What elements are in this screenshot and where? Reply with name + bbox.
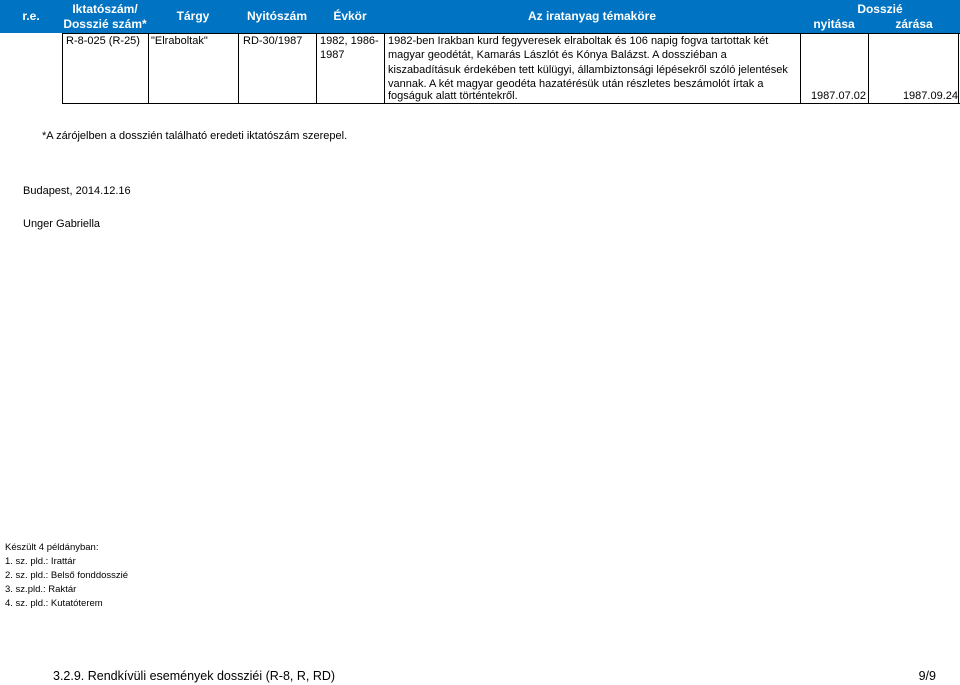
cell-description-line: fogságuk alatt történtekről. — [388, 90, 518, 102]
cell-description-line: kiszabadításuk érdekében tett külügyi, állambiztonsági lépésekről szóló jelentések — [388, 63, 788, 76]
header-nyitoszam: Nyitószám — [246, 9, 308, 23]
cell-evkor-line2: 1987 — [320, 49, 345, 61]
list-item: 2. sz. pld.: Belső fonddosszié — [5, 570, 129, 581]
author-name: Unger Gabriella — [23, 218, 101, 230]
place-date: Budapest, 2014.12.16 — [23, 185, 131, 197]
header-iktatoszam-line2: Dosszié szám* — [63, 17, 147, 31]
table-header — [0, 0, 960, 33]
cell-iktatoszam: R-8-025 (R-25) — [66, 35, 140, 47]
cell-zarasa: 1987.09.24 — [902, 90, 958, 102]
col-divider — [238, 33, 239, 104]
col-divider — [958, 33, 959, 104]
header-targy: Tárgy — [176, 9, 210, 23]
cell-evkor-line1: 1982, 1986- — [320, 35, 379, 47]
footer-page-number: 9/9 — [918, 669, 936, 683]
cell-description-line: 1982-ben Irakban kurd fegyveresek elraboltak és 106 napig fogva tartottak két — [388, 35, 769, 47]
col-divider — [148, 33, 149, 104]
header-temakor: Az iratanyag témaköre — [527, 9, 657, 23]
footer-section-title: 3.2.9. Rendkívüli események dossziéi (R-8, R, RD) — [53, 669, 336, 683]
header-re: r.e. — [22, 9, 40, 23]
list-item: 1. sz. pld.: Irattár — [5, 556, 76, 567]
header-zarasa: zárása — [895, 17, 933, 31]
header-dosszie: Dosszié — [857, 2, 903, 16]
col-divider — [316, 33, 317, 104]
footnote: *A zárójelben a dosszién található eredeti iktatószám szerepel. — [42, 130, 348, 142]
col-divider — [384, 33, 385, 104]
header-evkor: Évkör — [333, 9, 367, 23]
list-item: 4. sz. pld.: Kutatóterem — [5, 598, 103, 609]
cell-description-line: vannak. A két magyar geodéta hazatérésük után részletes beszámolót írtak a — [388, 78, 764, 91]
copies-title: Készült 4 példányban: — [5, 542, 99, 553]
col-divider — [62, 33, 63, 104]
header-iktatoszam-line1: Iktatószám/ — [72, 2, 138, 16]
cell-nyitasa: 1987.07.02 — [810, 90, 866, 102]
cell-description-line: magyar geodétát, Kamarás Lászlót és Kónya Balázst. A dossziéban a — [388, 49, 727, 62]
list-item: 3. sz.pld.: Raktár — [5, 584, 77, 595]
cell-nyitoszam: RD-30/1987 — [243, 35, 303, 47]
header-nyitasa: nyitása — [813, 17, 855, 31]
cell-targy: "Elraboltak" — [151, 35, 208, 47]
